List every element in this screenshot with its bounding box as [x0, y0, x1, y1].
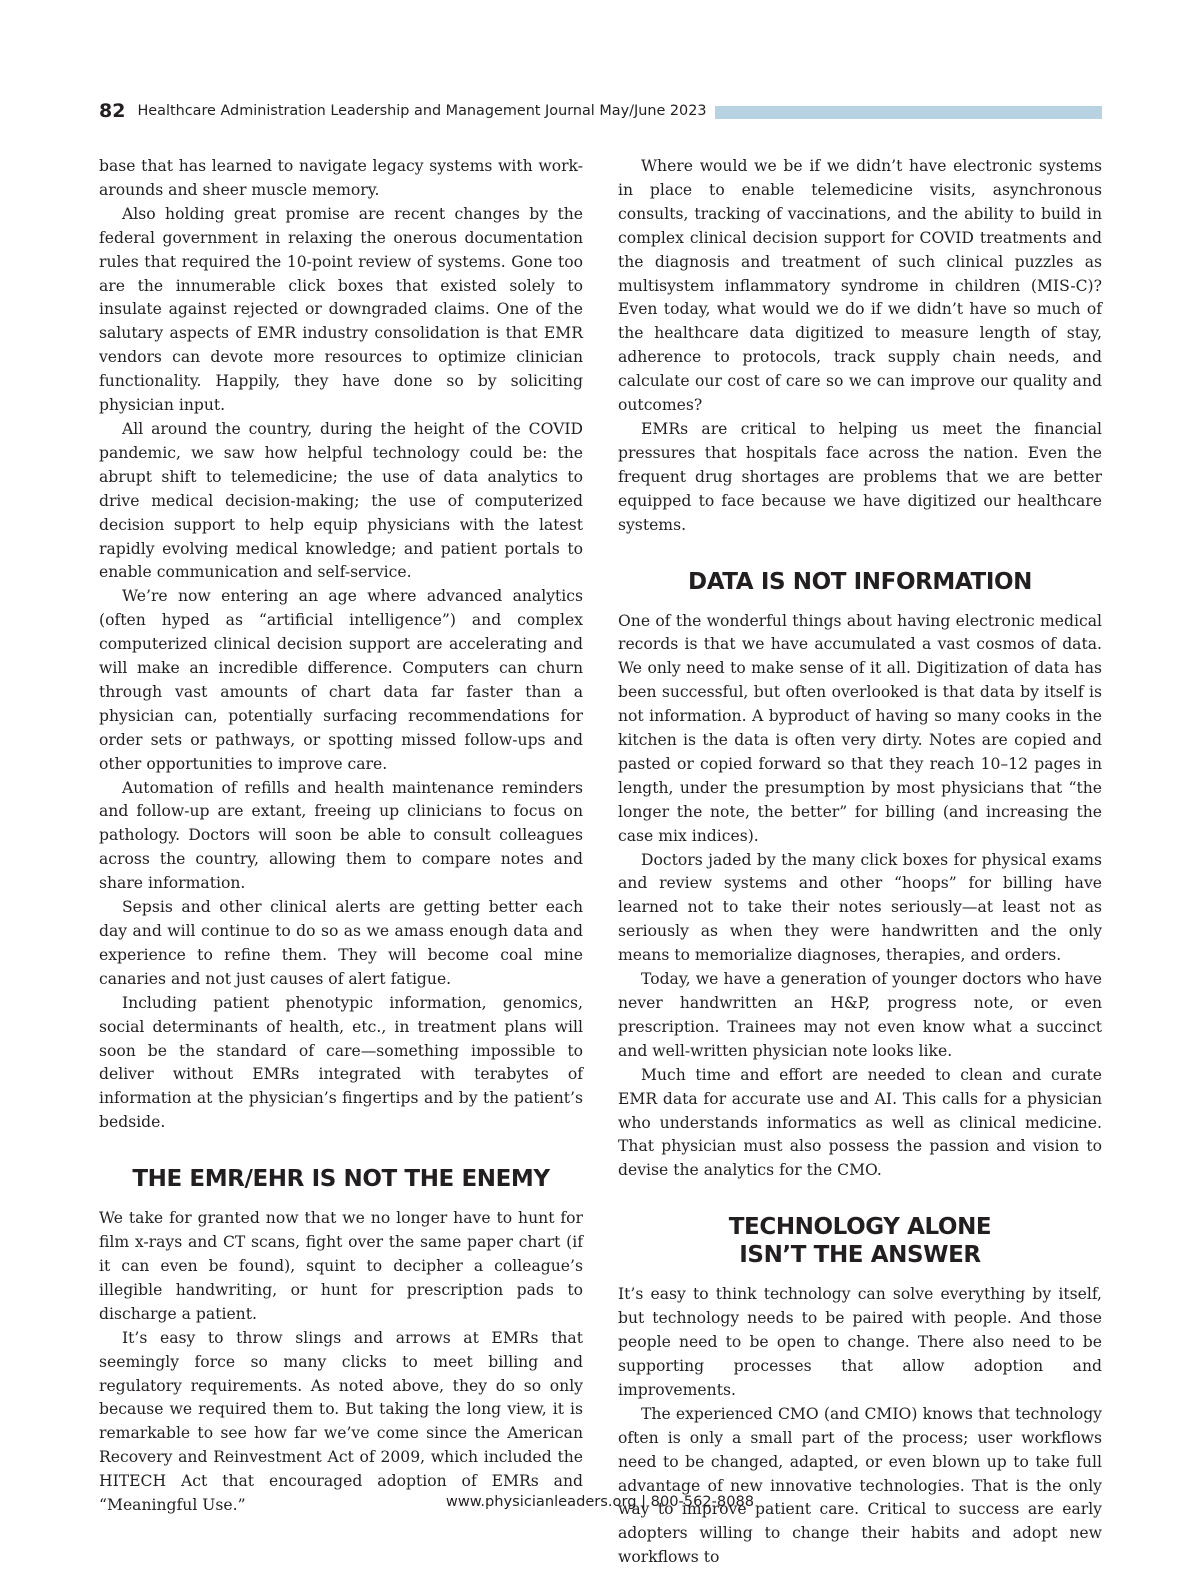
- paragraph: We take for granted now that we no longer have to hunt for film x-rays and CT scans, fight over the same paper chart (if it can even be found), squint to decipher a colleague’s illegible handwriting, or hunt for prescription pads to discharge a patient.: [99, 1209, 583, 1323]
- paragraph: Today, we have a generation of younger doctors who have never handwritten an H&P, progress note, or even prescription. Trainees may not even know what a succinct and well-written physician note looks like.: [618, 970, 1102, 1060]
- right-column: [618, 155, 1102, 1570]
- paragraph: Much time and effort are needed to clean and curate EMR data for accurate use and AI. This calls for a physician who understands informatics as well as clinical medicine. That physician must also possess the passion and vision to devise the analytics for the CMO.: [618, 1065, 1102, 1180]
- paragraph: Including patient phenotypic information, genomics, social determinants of health, etc., in treatment plans will soon be the standard of care—something impossible to deliver without EMRs integrated with terabytes of information at the physician’s fingertips and by the patient’s bedside.: [99, 993, 583, 1132]
- paragraph: Automation of refills and health maintenance reminders and follow-up are extant, freeing up clinicians to focus on pathology. Doctors will soon be able to consult colleagues across the country, allowing them to compare notes and share information.: [99, 778, 583, 893]
- section-heading: THE EMR/EHR IS NOT THE ENEMY: [132, 1166, 550, 1193]
- page-footer: www.physicianleaders.org | 800-562-8088: [445, 1493, 755, 1510]
- heading-line: ISN’T THE ANSWER: [739, 1242, 981, 1269]
- paragraph: We’re now entering an age where advanced analytics (often hyped as “artificial intelligence”) and complex computerized clinical decision support are accelerating and will make an incredible difference. Computers can churn through vast amounts of chart data far faster than a physician can, potentially surfacing recommendations for order sets or pathways, or spotting missed follow-ups and other opportunities to improve care.: [99, 587, 583, 773]
- paragraph: Also holding great promise are recent changes by the federal government in relaxing the onerous documentation rules that required the 10-point review of systems. Gone too are the innumerable click boxes that existed solely to insulate against rejected or downgraded claims. One of the salutary aspects of EMR industry consolidation is that EMR vendors can devote more resources to optimize clinician functionality. Happily, they have done so by soliciting physician input.: [99, 204, 583, 415]
- paragraph: The experienced CMO (and CMIO) knows that technology often is only a small part of the process; user workflows need to be changed, adapted, or even blown up to take full advantage of new innovative technologies. That is the only way to improve patient care. Critical to success are early adopters willing to change their habits and adopt new workflows to: [618, 1404, 1102, 1567]
- heading-line: TECHNOLOGY ALONE: [728, 1214, 992, 1241]
- paragraph: One of the wonderful things about having electronic medical records is that we have accumulated a vast cosmos of data. We only need to make sense of it all. Digitization of data has been successful, but often overlooked is that data by itself is not information. A byproduct of having so many cooks in the kitchen is the data is often very dirty. Notes are copied and pasted or copied forward so that they reach 10–12 pages in length, under the presumption by most physicians that “the longer the note, the better” for billing (and increasing the case mix indices).: [618, 611, 1102, 845]
- journal-title: Healthcare Administration Leadership and Management Journal May/June 2023: [137, 103, 707, 119]
- section-heading: DATA IS NOT INFORMATION: [688, 568, 1032, 595]
- paragraph: Sepsis and other clinical alerts are getting better each day and will continue to do so as we amass enough data and experience to refine them. They will become coal mine canaries and not just causes of alert fatigue.: [99, 898, 583, 988]
- paragraph: base that has learned to navigate legacy systems with work-arounds and sheer muscle memory.: [99, 157, 583, 199]
- paragraph: It’s easy to think technology can solve everything by itself, but technology needs to be paired with people. And those people need to be open to change. There also need to be supporting processes that allow adoption and improvements.: [618, 1285, 1102, 1399]
- left-column: [99, 155, 583, 1518]
- paragraph: Where would we be if we didn’t have electronic systems in place to enable telemedicine visits, asynchronous consults, tracking of vaccinations, and the ability to build in complex clinical decision support for COVID treatments and the diagnosis and treatment of such clinical puzzles as multisystem inflammatory syndrome in children (MIS-C)? Even today, what would we do if we didn’t have so much of the healthcare data digitized to measure length of stay, adherence to protocols, track supply chain needs, and calculate our cost of care so we can improve our quality and outcomes?: [618, 157, 1102, 415]
- paragraph: All around the country, during the height of the COVID pandemic, we saw how helpful technology could be: the abrupt shift to telemedicine; the use of data analytics to drive medical decision-making; the use of computerized decision support to help equip physicians with the latest rapidly evolving medical knowledge; and patient portals to enable communication and self-service.: [99, 419, 583, 582]
- paragraph: Doctors jaded by the many click boxes for physical exams and review systems and other “hoops” for billing have learned not to take their notes seriously—at least not as seriously as when they were handwritten and the only means to memorialize diagnoses, therapies, and orders.: [618, 850, 1102, 965]
- page-header: [99, 98, 1102, 124]
- page-number: 82: [99, 100, 126, 122]
- paragraph: It’s easy to throw slings and arrows at EMRs that seemingly force so many clicks to meet billing and regulatory requirements. As noted above, they do so only because we required them to. But taking the long view, it is remarkable to see how far we’ve come since the American Recovery and Reinvestment Act of 2009, which included the HITECH Act that encouraged adoption of EMRs and “Meaningful Use.”: [99, 1328, 583, 1515]
- section-heading: [618, 1213, 1102, 1269]
- header-rule: [715, 106, 1102, 119]
- paragraph: EMRs are critical to helping us meet the financial pressures that hospitals face across the nation. Even the frequent drug shortages are problems that we are better equipped to face because we have digitized our healthcare systems.: [618, 419, 1102, 534]
